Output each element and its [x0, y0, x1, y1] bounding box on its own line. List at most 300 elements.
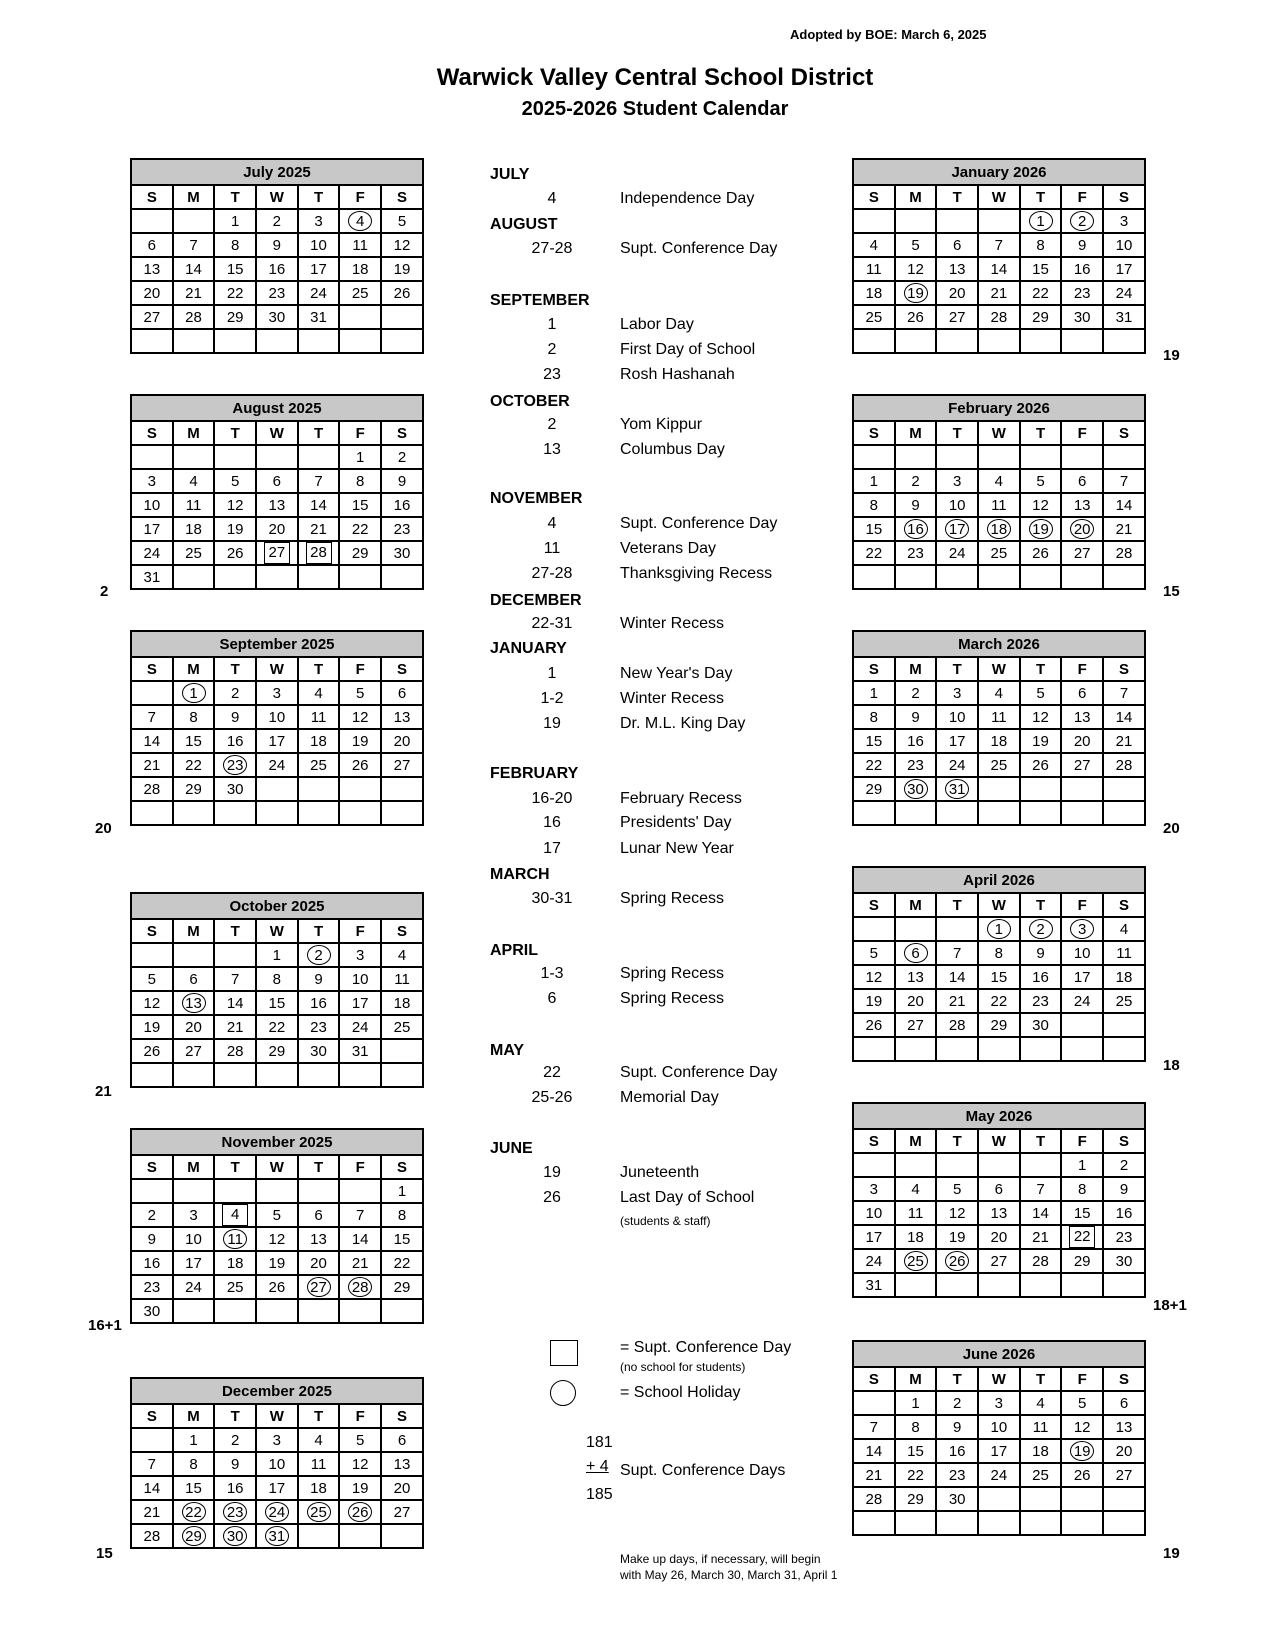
day-cell	[298, 1179, 340, 1203]
day-cell: 15	[381, 1227, 423, 1251]
day-cell: 15	[853, 729, 895, 753]
day-cell: 27	[936, 305, 978, 329]
event-date: 27-28	[531, 240, 573, 257]
day-cell: 20	[895, 989, 937, 1013]
month-title: April 2026	[853, 867, 1145, 893]
weekday-header: S	[853, 185, 895, 209]
day-cell: 23	[895, 541, 937, 565]
day-cell	[256, 1524, 298, 1548]
day-cell	[381, 801, 423, 825]
day-cell: 14	[936, 965, 978, 989]
day-cell: 27	[1061, 753, 1103, 777]
week-row	[131, 1039, 423, 1063]
day-cell: 9	[214, 1452, 256, 1476]
month-title: December 2025	[131, 1378, 423, 1404]
day-cell: 19	[131, 1015, 173, 1039]
day-cell	[936, 1153, 978, 1177]
day-cell	[214, 1227, 256, 1251]
weekday-header: M	[895, 657, 937, 681]
day-cell: 20	[936, 281, 978, 305]
week-row	[853, 729, 1145, 753]
weekday-header: T	[1020, 185, 1062, 209]
day-cell	[1020, 917, 1062, 941]
day-cell	[895, 1273, 937, 1297]
day-cell: 18	[381, 991, 423, 1015]
weekday-header: T	[298, 421, 340, 445]
day-cell	[1061, 1013, 1103, 1037]
day-cell	[339, 209, 381, 233]
day-cell: 17	[339, 991, 381, 1015]
day-cell: 23	[298, 1015, 340, 1039]
month-school-day-count: 19	[1163, 1545, 1180, 1562]
day-cell: 29	[1020, 305, 1062, 329]
day-cell	[1061, 1511, 1103, 1535]
day-cell: 6	[298, 1203, 340, 1227]
week-row	[853, 233, 1145, 257]
day-cell	[978, 1153, 1020, 1177]
weekday-header: F	[339, 1404, 381, 1428]
day-cell: 12	[936, 1201, 978, 1225]
week-row	[131, 1428, 423, 1452]
day-cell: 8	[853, 705, 895, 729]
day-cell: 16	[381, 493, 423, 517]
event-name: Labor Day	[620, 316, 694, 333]
week-row	[853, 1177, 1145, 1201]
day-cell	[978, 1273, 1020, 1297]
week-row	[131, 541, 423, 565]
day-cell: 11	[1020, 1415, 1062, 1439]
weekday-header: S	[1103, 421, 1145, 445]
day-cell: 2	[895, 681, 937, 705]
weekday-header: T	[298, 1155, 340, 1179]
day-cell: 10	[853, 1201, 895, 1225]
weekday-header: S	[381, 657, 423, 681]
day-cell: 16	[256, 257, 298, 281]
day-cell	[1103, 1037, 1145, 1061]
week-row	[853, 1487, 1145, 1511]
week-row	[131, 1452, 423, 1476]
weekday-header: T	[936, 185, 978, 209]
day-cell	[381, 305, 423, 329]
day-cell: 11	[853, 257, 895, 281]
weekday-header: T	[936, 1129, 978, 1153]
day-cell: 13	[256, 493, 298, 517]
school-holiday-day: 30	[223, 1526, 247, 1546]
week-row	[131, 209, 423, 233]
day-cell	[381, 329, 423, 353]
day-cell: 13	[1103, 1415, 1145, 1439]
day-cell: 5	[1061, 1391, 1103, 1415]
day-cell	[1103, 1487, 1145, 1511]
day-cell: 26	[853, 1013, 895, 1037]
week-row	[853, 1439, 1145, 1463]
school-holiday-day: 1	[1029, 211, 1053, 231]
day-cell: 23	[1020, 989, 1062, 1013]
day-cell: 11	[298, 705, 340, 729]
day-cell: 1	[895, 1391, 937, 1415]
event-name: Rosh Hashanah	[620, 366, 735, 383]
day-cell: 18	[173, 517, 215, 541]
day-cell: 12	[131, 991, 173, 1015]
weekday-header: F	[339, 657, 381, 681]
day-cell: 28	[1103, 753, 1145, 777]
week-row	[853, 681, 1145, 705]
event-name: Spring Recess	[620, 965, 725, 982]
day-cell	[1020, 1273, 1062, 1297]
event-name: Supt. Conference Day	[620, 1064, 778, 1081]
weekday-header: M	[895, 893, 937, 917]
week-row	[131, 1476, 423, 1500]
week-row	[131, 1299, 423, 1323]
day-cell	[895, 941, 937, 965]
day-cell	[1061, 801, 1103, 825]
day-cell: 13	[1061, 705, 1103, 729]
month-calendar	[130, 892, 424, 1088]
day-cell: 25	[339, 281, 381, 305]
event-month-header: DECEMBER	[490, 592, 582, 609]
day-cell	[1103, 1273, 1145, 1297]
day-cell: 5	[853, 941, 895, 965]
event-name: Yom Kippur	[620, 416, 703, 433]
day-cell: 23	[1061, 281, 1103, 305]
day-cell: 15	[214, 257, 256, 281]
day-cell: 17	[1061, 965, 1103, 989]
school-holiday-day: 1	[182, 683, 206, 703]
day-cell: 19	[339, 729, 381, 753]
day-cell: 18	[1020, 1439, 1062, 1463]
week-row	[131, 517, 423, 541]
day-cell	[298, 801, 340, 825]
day-cell	[339, 1524, 381, 1548]
day-cell	[1020, 565, 1062, 589]
day-cell: 21	[298, 517, 340, 541]
day-cell: 28	[173, 305, 215, 329]
weekday-header: M	[895, 1367, 937, 1391]
day-cell: 24	[339, 1015, 381, 1039]
day-cell: 19	[1020, 729, 1062, 753]
day-cell: 29	[214, 305, 256, 329]
day-cell: 16	[1103, 1201, 1145, 1225]
day-cell: 9	[895, 493, 937, 517]
event-month-header: SEPTEMBER	[490, 292, 590, 309]
event-date: 2	[547, 416, 557, 433]
day-cell	[214, 1500, 256, 1524]
day-cell	[1103, 329, 1145, 353]
week-row	[131, 469, 423, 493]
day-cell: 14	[214, 991, 256, 1015]
day-cell	[1020, 1511, 1062, 1535]
day-cell: 1	[339, 445, 381, 469]
school-holiday-day: 11	[223, 1229, 247, 1249]
day-cell: 6	[1103, 1391, 1145, 1415]
day-cell	[173, 1063, 215, 1087]
weekday-header: S	[1103, 1129, 1145, 1153]
event-month-header: AUGUST	[490, 216, 558, 233]
day-cell: 11	[173, 493, 215, 517]
day-cell	[339, 801, 381, 825]
day-cell: 14	[1103, 493, 1145, 517]
school-holiday-day: 3	[1070, 919, 1094, 939]
weekday-header: T	[298, 185, 340, 209]
day-cell: 14	[131, 1476, 173, 1500]
day-cell: 21	[131, 753, 173, 777]
weekday-header: W	[978, 421, 1020, 445]
day-cell: 5	[339, 681, 381, 705]
month-calendar	[852, 630, 1146, 826]
day-cell: 10	[1103, 233, 1145, 257]
day-cell: 28	[853, 1487, 895, 1511]
month-calendar	[130, 630, 424, 826]
day-cell	[936, 1273, 978, 1297]
school-holiday-day: 19	[1029, 519, 1053, 539]
day-cell: 2	[214, 1428, 256, 1452]
day-cell	[936, 917, 978, 941]
day-cell: 21	[1103, 517, 1145, 541]
weekday-header: T	[214, 657, 256, 681]
day-cell: 1	[381, 1179, 423, 1203]
day-cell: 10	[1061, 941, 1103, 965]
week-row	[131, 233, 423, 257]
day-cell	[339, 1179, 381, 1203]
month-calendar	[852, 394, 1146, 590]
day-cell	[298, 777, 340, 801]
day-cell: 31	[853, 1273, 895, 1297]
day-cell: 17	[256, 1476, 298, 1500]
day-cell	[214, 1203, 256, 1227]
day-cell: 29	[978, 1013, 1020, 1037]
day-cell: 6	[1061, 681, 1103, 705]
weekday-header: S	[853, 1367, 895, 1391]
day-cell: 14	[1103, 705, 1145, 729]
day-cell	[339, 1500, 381, 1524]
weekday-header: S	[131, 421, 173, 445]
school-holiday-day: 16	[904, 519, 928, 539]
day-cell	[173, 801, 215, 825]
day-cell	[978, 917, 1020, 941]
month-title: February 2026	[853, 395, 1145, 421]
day-cell: 9	[131, 1227, 173, 1251]
day-cell	[298, 329, 340, 353]
weekday-header: W	[256, 1404, 298, 1428]
day-cell: 25	[978, 541, 1020, 565]
day-cell: 19	[256, 1251, 298, 1275]
month-school-day-count: 15	[1163, 583, 1180, 600]
day-cell: 11	[381, 967, 423, 991]
day-cell: 26	[895, 305, 937, 329]
day-cell: 8	[381, 1203, 423, 1227]
weekday-header: S	[853, 421, 895, 445]
day-cell: 7	[131, 705, 173, 729]
day-cell: 24	[173, 1275, 215, 1299]
day-cell: 20	[1103, 1439, 1145, 1463]
day-cell	[256, 329, 298, 353]
day-cell: 29	[339, 541, 381, 565]
school-holiday-day: 20	[1070, 519, 1094, 539]
event-date: 1-3	[540, 965, 564, 982]
conference-day: 27	[264, 542, 290, 564]
day-cell	[256, 1063, 298, 1087]
day-cell: 10	[978, 1415, 1020, 1439]
day-cell: 29	[173, 777, 215, 801]
week-row	[853, 541, 1145, 565]
day-cell: 12	[214, 493, 256, 517]
weekday-header: F	[339, 919, 381, 943]
day-cell	[1061, 777, 1103, 801]
day-cell: 8	[1020, 233, 1062, 257]
month-calendar	[130, 1377, 424, 1549]
day-cell: 26	[1061, 1463, 1103, 1487]
week-row	[853, 1249, 1145, 1273]
week-row	[131, 1251, 423, 1275]
day-cell: 30	[381, 541, 423, 565]
day-cell	[853, 329, 895, 353]
month-title: March 2026	[853, 631, 1145, 657]
event-date: 16-20	[531, 790, 573, 807]
day-cell: 9	[1061, 233, 1103, 257]
day-cell: 2	[895, 469, 937, 493]
week-row	[131, 1015, 423, 1039]
day-cell: 30	[936, 1487, 978, 1511]
day-cell	[1061, 1439, 1103, 1463]
day-cell	[895, 209, 937, 233]
day-cell: 22	[339, 517, 381, 541]
day-cell	[214, 445, 256, 469]
day-cell: 28	[1103, 541, 1145, 565]
day-cell: 5	[936, 1177, 978, 1201]
conference-day: 22	[1069, 1226, 1095, 1248]
day-cell: 18	[853, 281, 895, 305]
day-cell: 22	[173, 753, 215, 777]
day-cell: 7	[214, 967, 256, 991]
day-cell: 14	[298, 493, 340, 517]
school-holiday-day: 2	[1070, 211, 1094, 231]
day-cell: 27	[895, 1013, 937, 1037]
day-cell: 11	[978, 493, 1020, 517]
event-month-header: JUNE	[490, 1140, 533, 1157]
day-cell: 3	[1103, 209, 1145, 233]
event-date: 30-31	[531, 890, 573, 907]
day-cell	[1061, 517, 1103, 541]
event-name: Thanksgiving Recess	[620, 565, 773, 582]
day-cell	[936, 565, 978, 589]
day-cell: 7	[339, 1203, 381, 1227]
day-cell: 9	[936, 1415, 978, 1439]
school-holiday-day: 31	[265, 1526, 289, 1546]
day-cell: 30	[1103, 1249, 1145, 1273]
day-cell: 7	[853, 1415, 895, 1439]
day-cell	[256, 1179, 298, 1203]
page-title: Warwick Valley Central School District	[436, 64, 874, 91]
conference-day: 28	[306, 542, 332, 564]
day-cell	[1103, 777, 1145, 801]
day-cell: 18	[1103, 965, 1145, 989]
week-row	[853, 209, 1145, 233]
week-row	[853, 989, 1145, 1013]
day-cell: 4	[381, 943, 423, 967]
day-cell: 16	[214, 1476, 256, 1500]
event-month-header: OCTOBER	[490, 393, 570, 410]
day-cell: 27	[1103, 1463, 1145, 1487]
day-cell: 24	[936, 541, 978, 565]
day-cell: 10	[256, 705, 298, 729]
day-cell: 7	[1103, 681, 1145, 705]
day-cell: 9	[298, 967, 340, 991]
event-date: 27-28	[531, 565, 573, 582]
day-cell: 13	[381, 1452, 423, 1476]
legend-conference-label: = Supt. Conference Day	[620, 1339, 792, 1356]
event-name: Supt. Conference Day	[620, 240, 778, 257]
day-cell: 12	[1061, 1415, 1103, 1439]
day-cell	[1061, 445, 1103, 469]
total-days: 181	[586, 1434, 613, 1451]
day-cell: 5	[1020, 681, 1062, 705]
event-date: 25-26	[531, 1089, 573, 1106]
day-cell: 21	[978, 281, 1020, 305]
week-row	[853, 1463, 1145, 1487]
day-cell: 7	[298, 469, 340, 493]
day-cell: 12	[895, 257, 937, 281]
day-cell: 12	[1020, 705, 1062, 729]
day-cell: 17	[936, 729, 978, 753]
weekday-header: S	[131, 1155, 173, 1179]
school-holiday-day: 18	[987, 519, 1011, 539]
event-date: 1-2	[540, 690, 564, 707]
day-cell: 23	[381, 517, 423, 541]
day-cell: 16	[895, 729, 937, 753]
weekday-header: T	[214, 1404, 256, 1428]
day-cell: 15	[853, 517, 895, 541]
weekday-header: T	[214, 1155, 256, 1179]
month-title: July 2025	[131, 159, 423, 185]
day-cell	[256, 445, 298, 469]
day-cell: 31	[298, 305, 340, 329]
school-holiday-day: 24	[265, 1502, 289, 1522]
day-cell: 15	[978, 965, 1020, 989]
weekday-header: S	[381, 1155, 423, 1179]
day-cell: 16	[1061, 257, 1103, 281]
legend-conference-note: (no school for students)	[620, 1360, 746, 1374]
week-row	[853, 565, 1145, 589]
day-cell	[1103, 565, 1145, 589]
day-cell: 8	[173, 705, 215, 729]
day-cell	[895, 1153, 937, 1177]
day-cell	[381, 1524, 423, 1548]
day-cell: 3	[298, 209, 340, 233]
week-row	[853, 1273, 1145, 1297]
day-cell: 11	[978, 705, 1020, 729]
event-date: 17	[543, 840, 561, 857]
day-cell	[339, 777, 381, 801]
weekday-header: F	[339, 421, 381, 445]
day-cell: 25	[298, 753, 340, 777]
event-name: Last Day of School	[620, 1189, 755, 1206]
event-name: Memorial Day	[620, 1089, 719, 1106]
event-date: 19	[543, 1164, 561, 1181]
day-cell: 11	[339, 233, 381, 257]
day-cell	[978, 777, 1020, 801]
day-cell	[298, 1063, 340, 1087]
month-calendar	[852, 158, 1146, 354]
day-cell	[895, 281, 937, 305]
week-row	[853, 1511, 1145, 1535]
day-cell	[978, 1487, 1020, 1511]
day-cell: 26	[381, 281, 423, 305]
day-cell	[1103, 445, 1145, 469]
day-cell: 29	[895, 1487, 937, 1511]
day-cell: 24	[131, 541, 173, 565]
school-holiday-circle-icon	[550, 1380, 576, 1406]
day-cell	[1061, 917, 1103, 941]
